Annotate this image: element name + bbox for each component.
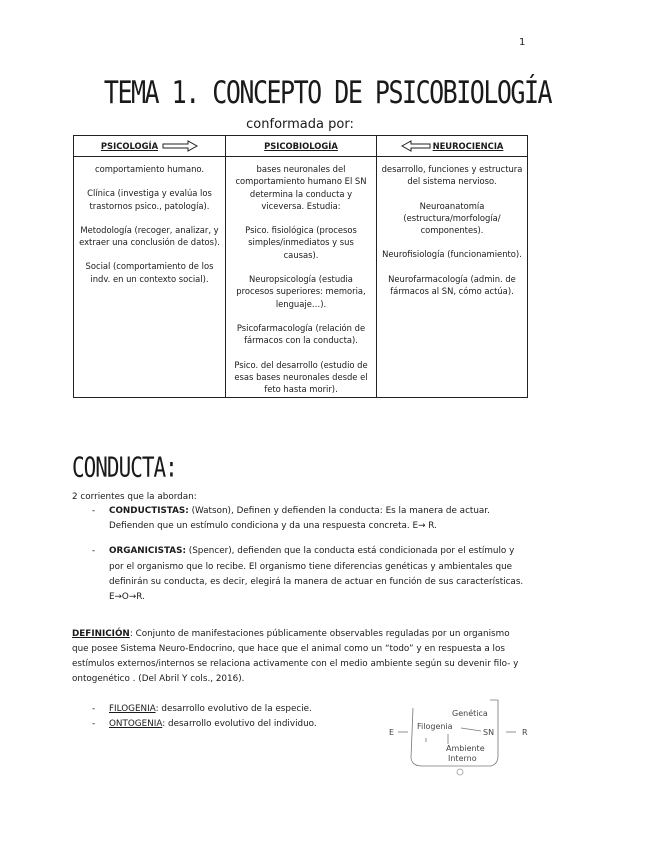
cell-text: desarrollo, funciones y estructura del sistema nervioso.: [381, 164, 523, 187]
col-psicologia: [74, 157, 226, 398]
diagram-label: SN: [483, 728, 495, 737]
definition-text: : Conjunto de manifestaciones públicamente observables reguladas por un organismo que posee Sistema Neuro-Endocrino, que hace que el animal como un “todo” y en respuesta a los estímulos externos/internos se relaciona activamente con el medio ambiente según su devenir filo- y ontogenético . (Del Abril Y cols., 2016).: [72, 629, 519, 684]
term-text: : desarrollo evolutivo de la especie.: [155, 704, 312, 714]
diagram-label: Filogenia: [417, 722, 453, 731]
cell-text: Neuropsicología (estudia procesos superiores: memoria, lenguaje…).: [236, 274, 366, 309]
cell-text: Psico. del desarrollo (estudio de esas bases neuronales desde el feto hasta morir).: [234, 359, 368, 395]
definition-term: DEFINICIÓN: [72, 629, 130, 639]
circle-icon: [457, 769, 463, 775]
term-name: ONTOGENIA: [109, 718, 163, 729]
page-number: 1: [519, 37, 526, 48]
col-psicobiologia: [226, 157, 377, 398]
cell-text: Metodología (recoger, analizar, y extraer una conclusión de datos).: [79, 224, 220, 248]
intro-text: 2 corrientes que la abordan:: [72, 492, 197, 502]
current-text: (Spencer), defienden que la conducta está condicionada por el estímulo y por el organismo que lo recibe. El organismo tiene diferencias genéticas y ambientales que definirán su conducta, es decir, elegirá la manera de actuar en función de sus características. E→O→R.: [109, 546, 524, 603]
page-title: TEMA 1. CONCEPTO DE PSICOBIOLOGÍA: [103, 74, 552, 111]
terms-list: [72, 702, 372, 731]
list-item: - CONDUCTISTAS: (Watson), Definen y defienden la conducta: Es la manera de actuar. Defienden que un estímulo condiciona y da una respuesta concreta. E→ R.: [92, 506, 490, 532]
list-item: - ONTOGENIA: desarrollo evolutivo del individuo.: [92, 718, 317, 729]
term-text: : desarrollo evolutivo del individuo.: [162, 718, 317, 729]
header-psicobiologia: PSICOBIOLOGÍA: [226, 136, 377, 157]
table-subtitle: conformada por:: [246, 117, 354, 132]
diagram-label: Interno: [448, 754, 477, 763]
cell-text: Social (comportamiento de los indv. en un contexto social).: [85, 261, 214, 284]
diagram-label: Genética: [452, 709, 488, 718]
cell-text: Neurofarmacología (admin. de fármacos al SN, cómo actúa).: [388, 273, 516, 297]
list-item: - ORGANICISTAS: (Spencer), defienden que la conducta está condicionada por el estímulo y por el organismo que lo recibe. El organismo tiene diferencias genéticas y ambientales que definirán su conducta, es decir, elegirá la manera de actuar en función de sus características. E→O→R.: [92, 546, 524, 603]
diagram-label: Ambiente: [446, 744, 485, 753]
term-name: FILOGENIA: [109, 704, 156, 714]
cell-text: Psico. fisiológica (procesos simples/inmediatos y sus causas).: [245, 225, 357, 260]
cell-text: Psicofarmacología (relación de fármacos con la conducta).: [236, 322, 366, 346]
behavior-diagram: [386, 698, 536, 778]
arrow-left-icon: [401, 140, 431, 152]
header-psicologia: PSICOLOGÍA: [74, 136, 226, 157]
currents-list: [72, 504, 528, 615]
cell-text: bases neuronales del comportamiento humano El SN determina la conducta y viceversa. Estudia:: [235, 164, 367, 211]
arrow-right-icon: [162, 140, 198, 152]
header-neurociencia: NEUROCIENCIA: [377, 136, 528, 157]
col-neurociencia: [377, 157, 528, 398]
definition: [72, 627, 524, 687]
diagram-label: R: [522, 728, 528, 737]
list-item: - FILOGENIA: desarrollo evolutivo de la especie.: [92, 704, 312, 714]
section-title: CONDUCTA:: [72, 452, 177, 484]
comparison-table: [73, 135, 528, 398]
cell-text: Neuroanatomía (estructura/morfología/ componentes).: [403, 200, 501, 236]
cell-text: Clínica (investiga y evalúa los trastornos psico., patología).: [87, 188, 212, 211]
current-name: ORGANICISTAS:: [109, 546, 186, 557]
diagram-label: E: [389, 728, 395, 737]
cell-text: Neurofisiología (funcionamiento).: [382, 249, 522, 260]
current-text: (Watson), Definen y defienden la conducta: Es la manera de actuar. Defienden que un estímulo condiciona y da una respuesta concreta. E→ R.: [109, 506, 490, 532]
current-name: CONDUCTISTAS:: [109, 506, 189, 516]
cell-text: comportamiento humano.: [94, 164, 205, 174]
